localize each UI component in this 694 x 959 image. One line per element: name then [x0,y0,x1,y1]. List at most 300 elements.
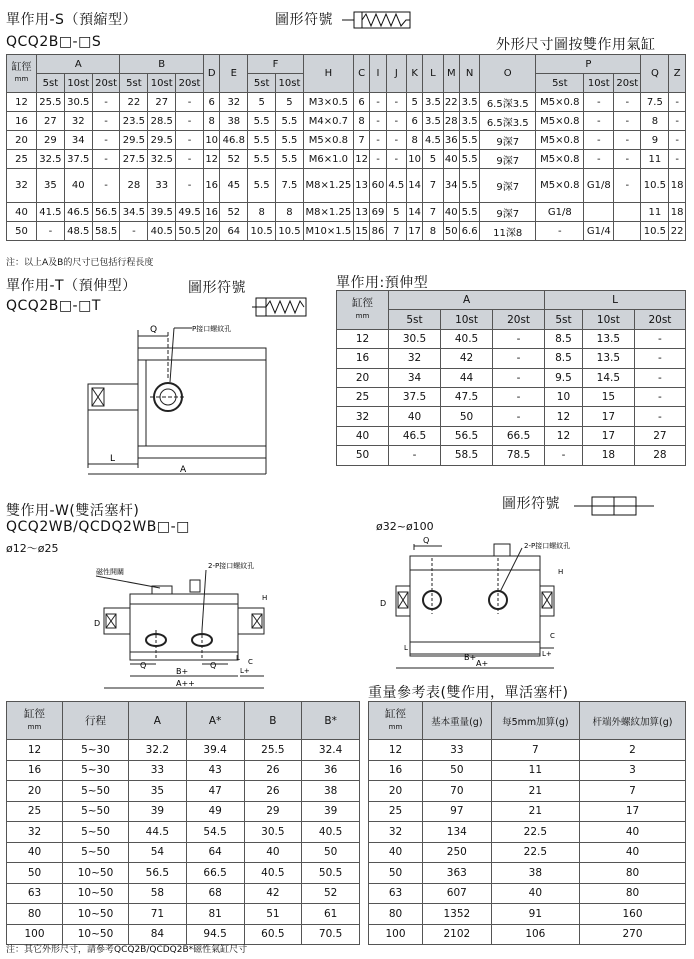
table-cell: 66.5 [186,863,244,884]
table-cell: 40 [7,842,63,863]
table-row [369,904,686,925]
table-cell: 20 [369,781,423,802]
table-cell: 91 [491,904,579,925]
table-cell: 34 [64,131,92,150]
table-cell: 17 [582,407,634,426]
table-cell: - [669,131,686,150]
s-title: 單作用-S（預縮型） [6,12,137,28]
table-cell: 8 [248,203,276,222]
table-cell: 34.5 [120,203,148,222]
table-row [7,801,360,822]
table-cell: 2 [580,740,686,761]
s-dim-title: 外形尺寸圖按雙作用氣缸 [496,37,656,53]
table-cell: 38 [302,781,360,802]
table-row [7,131,686,150]
table-cell: 40 [64,169,92,203]
table-cell: 50 [337,446,389,465]
table-cell: 6.5深3.5 [480,93,536,112]
table-cell: 32 [64,112,92,131]
t-table-title: 單作用:預伸型 [336,275,429,291]
svg-text:L+: L+ [240,667,250,675]
table-cell: 32.5 [37,150,65,169]
table-cell: 40 [244,842,302,863]
table-cell: 9深7 [480,131,536,150]
table-cell: 54 [129,842,187,863]
table-cell: - [634,349,685,368]
table-cell: 16 [369,760,423,781]
table-cell: 50 [441,407,493,426]
table-cell: - [614,150,641,169]
table-cell: 32 [7,169,37,203]
table-row [369,781,686,802]
table-cell: - [669,150,686,169]
table-cell: 39 [129,801,187,822]
table-cell: 32 [337,407,389,426]
table-cell: 16 [203,203,219,222]
w-range-large: ø32~ø100 [376,520,434,533]
table-cell: 12 [545,407,583,426]
table-cell: 22 [443,93,459,112]
table-cell: - [614,93,641,112]
table-cell: - [389,446,441,465]
table-cell: - [634,387,685,406]
table-cell: - [493,368,545,387]
svg-text:A++: A++ [176,679,195,688]
t-symbol-label: 圖形符號 [188,280,246,296]
table-cell: - [120,222,148,241]
table-cell: 25.5 [244,740,302,761]
table-cell: 20 [7,781,63,802]
table-cell: - [584,112,614,131]
table-cell: 14.5 [582,368,634,387]
table-cell: 50.5 [302,863,360,884]
table-cell: - [37,222,65,241]
w-model: QCQ2WB/QCDQ2WB□-□ [6,519,190,535]
table-row [369,760,686,781]
table-cell: 42 [441,349,493,368]
table-cell: 363 [423,863,492,884]
table-cell: 5.5 [248,150,276,169]
table-cell: 47 [186,781,244,802]
table-cell: 40 [7,203,37,222]
table-cell: 5 [423,150,443,169]
table-cell: 80 [7,904,63,925]
table-cell: 5 [386,203,406,222]
table-cell: 32 [369,822,423,843]
table-cell: 69 [370,203,386,222]
svg-text:H: H [262,594,268,602]
table-cell: 2102 [423,924,492,945]
table-cell: 25.5 [37,93,65,112]
table-cell: 10 [203,131,219,150]
table-cell: - [545,446,583,465]
table-cell: - [176,112,204,131]
table-cell: 3.5 [423,93,443,112]
table-cell: 50 [369,863,423,884]
table-cell: 7 [580,781,686,802]
table-cell: 6.5深3.5 [480,112,536,131]
table-cell: 18 [582,446,634,465]
table-row [369,801,686,822]
table-cell: - [493,407,545,426]
table-cell: 10.5 [641,169,669,203]
table-cell: 5.5 [248,131,276,150]
table-cell: 10~50 [63,904,129,925]
table-cell: 8 [353,112,369,131]
table-cell: 26 [244,781,302,802]
table-cell: 5 [276,93,304,112]
table-cell: 70.5 [302,924,360,945]
svg-text:L: L [110,454,116,464]
table-cell: 46.5 [64,203,92,222]
table-row [7,222,686,241]
table-row [369,883,686,904]
table-cell: 71 [129,904,187,925]
table-cell: 1352 [423,904,492,925]
table-cell: 3 [580,760,686,781]
table-cell: 5~30 [63,740,129,761]
table-cell: 61 [302,904,360,925]
table-cell: 80 [369,904,423,925]
table-cell: 32.5 [148,150,176,169]
table-cell: 63 [7,883,63,904]
table-cell: 48.5 [64,222,92,241]
table-cell: - [370,93,386,112]
table-cell: 25 [7,801,63,822]
table-row [7,150,686,169]
table-cell: 15 [353,222,369,241]
table-cell: 27 [37,112,65,131]
table-cell: 40 [580,822,686,843]
table-cell: 8.5 [545,349,583,368]
svg-text:P接口螺紋孔: P接口螺紋孔 [192,325,232,333]
table-cell: 12 [7,740,63,761]
table-cell: 80 [580,883,686,904]
svg-text:D: D [94,619,101,628]
table-row [369,822,686,843]
s-note: 注：以上A及B的尺寸已包括行程長度 [6,258,154,268]
table-cell: 50 [443,222,459,241]
table-cell: 30.5 [64,93,92,112]
table-cell: 12 [7,93,37,112]
table-cell: - [370,112,386,131]
table-row [369,863,686,884]
table-cell: 5.5 [460,131,480,150]
table-cell: 5~50 [63,801,129,822]
table-cell: - [386,112,406,131]
table-cell: 13.5 [582,329,634,348]
table-cell: 29 [37,131,65,150]
table-cell: 16 [7,112,37,131]
table-cell: 43 [186,760,244,781]
table-cell: 32.2 [129,740,187,761]
table-row [337,407,686,426]
table-cell: 5.5 [276,131,304,150]
table-cell: 5.5 [248,112,276,131]
table-cell: G1/4 [584,222,614,241]
table-row [337,426,686,445]
table-cell: 6 [203,93,219,112]
table-cell: 80 [580,863,686,884]
svg-text:C: C [550,632,555,640]
table-cell: 50 [7,863,63,884]
table-cell: M8×1.25 [303,169,353,203]
table-cell: - [386,150,406,169]
w-range-small: ø12～ø25 [6,542,59,555]
table-cell: 9深7 [480,150,536,169]
table-cell: 44.5 [129,822,187,843]
table-cell: 32 [389,349,441,368]
weight-table: 缸徑 mm 基本重量(g) 每5mm加算(g) 杆端外螺紋加算(g) 12 33 7 2 16 50 11 3 20 70 21 7 25 97 21 17 32 134 22.5 40 40 250 22.5 40 50 363 38 80 63 607 40 80 80 1352 91 160 100 2102 106 270 [368,701,686,945]
table-cell: 10.5 [641,222,669,241]
table-row [7,863,360,884]
svg-text:2-P接口螺紋孔: 2-P接口螺紋孔 [524,542,571,550]
svg-text:Q: Q [140,661,147,670]
table-cell: 32 [7,822,63,843]
table-cell: - [176,169,204,203]
table-cell: 5~50 [63,781,129,802]
table-cell: 40.5 [244,863,302,884]
table-cell: 58.5 [441,446,493,465]
weight-title: 重量參考表(雙作用，單活塞杆) [368,685,569,701]
table-row [337,329,686,348]
table-cell: 49 [186,801,244,822]
table-cell: 33 [148,169,176,203]
svg-text:磁性開關: 磁性開關 [96,568,124,576]
table-cell: 11 [641,203,669,222]
table-cell: 5.5 [460,203,480,222]
table-row [337,387,686,406]
table-cell: 41.5 [37,203,65,222]
table-cell: 7 [353,131,369,150]
table-cell: 47.5 [441,387,493,406]
table-cell: 40.5 [441,329,493,348]
table-cell: - [92,93,120,112]
table-cell: 10~50 [63,883,129,904]
svg-text:L+: L+ [542,650,552,658]
table-cell: 60 [370,169,386,203]
table-cell: - [386,93,406,112]
table-cell: 27 [148,93,176,112]
table-cell: 9 [641,131,669,150]
table-cell: 16 [203,169,219,203]
table-cell: - [92,131,120,150]
table-cell: 36 [302,760,360,781]
svg-text:Q: Q [210,661,217,670]
table-cell: G1/8 [536,203,584,222]
table-cell: 29.5 [120,131,148,150]
table-cell: 100 [7,924,63,945]
table-row [7,781,360,802]
table-cell: 8.5 [545,329,583,348]
table-cell: 40 [443,150,459,169]
table-cell: 11深8 [480,222,536,241]
table-cell: 7.5 [641,93,669,112]
t-dimension-table: 缸徑 mm A L 5st 10st 20st 5st 10st 20st 12 30.5 40.5 - 8.5 13.5 - 16 32 42 - 8.5 13.5 - 20 34 44 - 9.5 14.5 - 25 37.5 47.5 - 10 15 - 32 40 50 - 12 17 - 40 46.5 56.5 66.5 12 17 27 50 - 58.5 78.5 - 18 28 [336,290,686,466]
table-cell: 78.5 [493,446,545,465]
table-cell: 106 [491,924,579,945]
table-cell: 5.5 [460,169,480,203]
table-cell: 60.5 [244,924,302,945]
table-cell: 68 [186,883,244,904]
table-cell: 22 [120,93,148,112]
table-cell: 5~50 [63,822,129,843]
table-cell: 38 [220,112,248,131]
table-cell: - [614,112,641,131]
table-cell: - [614,131,641,150]
table-cell: 44 [441,368,493,387]
table-cell: 9深7 [480,203,536,222]
table-cell: 25 [369,801,423,822]
table-cell: 64 [186,842,244,863]
table-cell: 11 [491,760,579,781]
table-cell: 35 [129,781,187,802]
table-cell [614,203,641,222]
table-cell: - [584,150,614,169]
svg-text:2-P接口螺紋孔: 2-P接口螺紋孔 [208,562,255,570]
table-cell: 270 [580,924,686,945]
table-cell: 14 [406,203,422,222]
table-cell: 3.5 [460,93,480,112]
svg-text:Q: Q [150,325,158,335]
table-cell: 51 [244,904,302,925]
table-cell: M3×0.5 [303,93,353,112]
table-cell: M4×0.7 [303,112,353,131]
table-row [7,169,686,203]
table-cell: 38 [491,863,579,884]
table-cell: 4.5 [386,169,406,203]
table-cell: 70 [423,781,492,802]
table-cell: 52 [220,150,248,169]
svg-text:A+: A+ [476,659,489,668]
table-cell: - [493,329,545,348]
s-symbol-label: 圖形符號 [275,12,333,28]
table-cell: 58.5 [92,222,120,241]
table-cell: 50 [7,222,37,241]
svg-text:A: A [180,465,187,475]
table-cell: 25 [7,150,37,169]
table-cell: 30.5 [389,329,441,348]
table-cell: 20 [7,131,37,150]
svg-text:Q: Q [423,536,430,545]
table-cell: - [92,150,120,169]
table-cell: - [370,131,386,150]
table-cell: 20 [203,222,219,241]
table-row [369,842,686,863]
table-cell: 5.5 [460,150,480,169]
s-dimension-table: 缸徑 mm A B D E F H C I J K L M N O P Q Z 5st 10st 20st 5st 10st 20st 5st 10st 5st 10st 20st 12 25.5 30.5 - 22 27 - 6 32 5 5 M3×0.5 6 - - 5 3.5 22 3.5 6.5深3.5 M5×0.8 - - 7.5 - 16 27 32 - 23.5 28.5 - 8 38 5.5 5.5 M4×0.7 8 - - 6 3.5 28 3.5 6.5深3.5 M5×0.8 - - 8 - 20 29 34 - 29.5 29.5 - 10 46.8 5.5 5.5 M5×0.8 7 - - 8 4.5 36 5.5 9深7 M5×0.8 - - 9 - 25 32.5 37.5 - 27.5 32.5 - 12 52 5.5 5.5 M6×1.0 12 - - 10 5 40 5.5 9深7 M5×0.8 - - 11 - 32 35 40 - 28 33 - 16 45 5.5 7.5 M8×1.25 13 60 4.5 14 7 34 5.5 9深7 M5×0.8 G1/8 - 10.5 18 40 41.5 46.5 56.5 34.5 39.5 49.5 16 52 8 8 M8×1.25 13 69 5 14 7 40 5.5 9深7 G1/8 11 18 50 - 48.5 58.5 - 40.5 50.5 20 64 10.5 10.5 M10×1.5 15 86 7 17 8 50 6.6 11深8 - G1/4 10.5 22 [6,54,686,241]
table-cell: M5×0.8 [536,150,584,169]
table-cell: 15 [582,387,634,406]
table-cell: 10 [406,150,422,169]
table-cell: - [669,93,686,112]
table-cell: 46.8 [220,131,248,150]
table-cell: 10.5 [248,222,276,241]
table-cell: 17 [406,222,422,241]
table-cell: 42 [244,883,302,904]
table-cell: 45 [220,169,248,203]
table-cell: 12 [203,150,219,169]
table-cell: 7 [491,740,579,761]
table-cell: - [584,93,614,112]
table-cell: 50 [423,760,492,781]
table-cell: 26 [244,760,302,781]
table-cell: 5~30 [63,760,129,781]
table-cell: M5×0.8 [536,112,584,131]
table-cell: 8 [406,131,422,150]
table-cell: 3.5 [423,112,443,131]
table-cell: 8 [641,112,669,131]
table-cell: 54.5 [186,822,244,843]
table-row [7,760,360,781]
table-cell: 5.5 [248,169,276,203]
table-cell: 5.5 [276,150,304,169]
table-cell: 28 [443,112,459,131]
svg-text:L: L [236,654,240,662]
table-cell: 6 [353,93,369,112]
table-row [7,112,686,131]
table-cell: 7 [386,222,406,241]
table-row [337,368,686,387]
table-cell: 12 [545,426,583,445]
table-cell: 40 [443,203,459,222]
w-symbol-label: 圖形符號 [502,496,560,512]
table-cell: 18 [669,169,686,203]
table-cell: 33 [129,760,187,781]
table-cell: 13 [353,203,369,222]
table-cell: 5~50 [63,842,129,863]
table-cell: 35 [37,169,65,203]
svg-text:C: C [248,658,253,666]
table-cell: 8 [423,222,443,241]
table-row [7,904,360,925]
table-cell: - [536,222,584,241]
table-cell: 13.5 [582,349,634,368]
table-cell: - [493,349,545,368]
svg-text:B+: B+ [464,653,477,662]
table-cell: 9深7 [480,169,536,203]
table-cell: 10.5 [276,222,304,241]
table-cell: 39 [302,801,360,822]
table-cell: 34 [443,169,459,203]
table-cell: 50.5 [176,222,204,241]
table-cell: 40 [337,426,389,445]
table-cell: 56.5 [441,426,493,445]
table-cell: 8 [203,112,219,131]
table-row [369,740,686,761]
svg-text:D: D [380,599,387,608]
table-cell: 52 [302,883,360,904]
svg-text:B+: B+ [176,667,189,676]
table-row [7,883,360,904]
table-cell: 13 [353,169,369,203]
table-cell: 12 [337,329,389,348]
table-cell: 5 [248,93,276,112]
table-cell: 27 [634,426,685,445]
table-cell: 5 [406,93,422,112]
table-cell: 40.5 [302,822,360,843]
table-cell: 40 [389,407,441,426]
table-cell: 32.4 [302,740,360,761]
table-cell: 7 [423,169,443,203]
table-row [337,349,686,368]
table-cell: 29 [244,801,302,822]
w-large-drawing [368,530,578,680]
table-cell: 32 [220,93,248,112]
table-cell: 46.5 [389,426,441,445]
table-row [369,924,686,945]
table-cell: 39.4 [186,740,244,761]
